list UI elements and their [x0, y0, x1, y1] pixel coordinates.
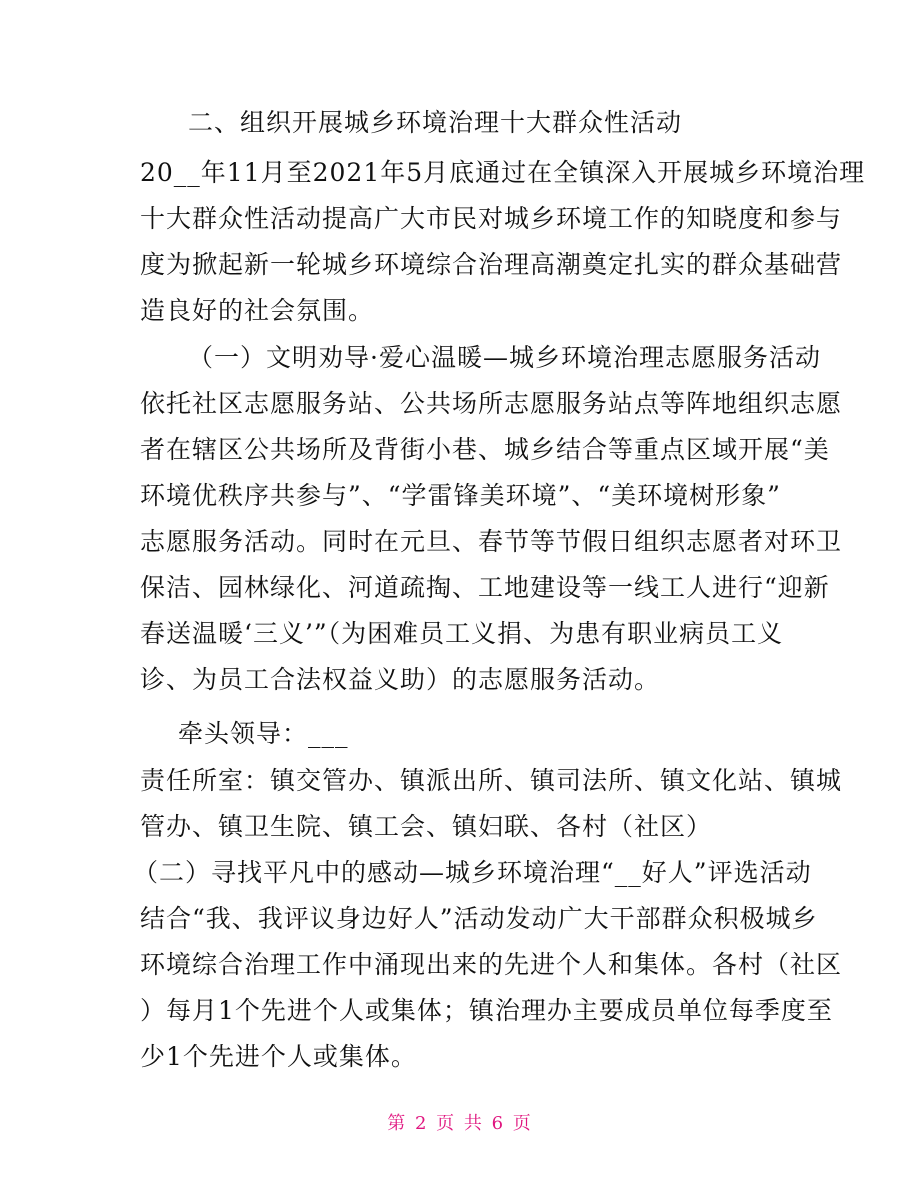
paragraph-line: 环境综合治理工作中涌现出来的先进个人和集体。各村（社区: [140, 950, 843, 979]
paragraph-line: 环境优秩序共参与”、“学雷锋美环境”、“美环境树形象”: [140, 481, 781, 510]
subsection-heading: （一）文明劝导·爱心温暖—城乡环境治理志愿服务活动: [188, 343, 821, 372]
responsible-units-line: 管办、镇卫生院、镇工会、镇妇联、各村（社区）: [140, 812, 713, 841]
lead-leader-line: 牵头领导：___: [178, 719, 349, 748]
subsection-heading: （二）寻找平凡中的感动—城乡环境治理“__好人”评选活动: [133, 858, 812, 887]
paragraph-line: 20__年11月至2021年5月底通过在全镇深入开展城乡环境治理: [140, 158, 866, 187]
paragraph-line: 度为掀起新一轮城乡环境综合治理高潮奠定扎实的群众基础营: [140, 250, 843, 279]
paragraph-line: 结合“我、我评议身边好人”活动发动广大干部群众积极城乡: [140, 904, 818, 933]
paragraph-line: 者在辖区公共场所及背街小巷、城乡结合等重点区域开展“美: [140, 435, 830, 464]
page-number-footer: 第 2 页 共 6 页: [387, 1113, 533, 1134]
paragraph-line: 依托社区志愿服务站、公共场所志愿服务站点等阵地组织志愿: [140, 389, 843, 418]
paragraph-line: 造良好的社会氛围。: [140, 296, 375, 325]
paragraph-line: 诊、为员工合法权益义助）的志愿服务活动。: [140, 665, 661, 694]
paragraph-line: 保洁、园林绿化、河道疏掏、工地建设等一线工人进行“迎新: [140, 573, 830, 602]
paragraph-line: 十大群众性活动提高广大市民对城乡环境工作的知晓度和参与: [140, 204, 843, 233]
responsible-units-line: 责任所室：镇交管办、镇派出所、镇司法所、镇文化站、镇城: [140, 766, 843, 795]
section-heading: 二、组织开展城乡环境治理十大群众性活动: [188, 108, 683, 137]
paragraph-line: 少1个先进个人或集体。: [140, 1042, 417, 1071]
paragraph-line: 春送温暖‘三义’”（为困难员工义捐、为患有职业病员工义: [140, 619, 784, 648]
paragraph-line: ）每月1个先进个人或集体；镇治理办主要成员单位每季度至: [140, 996, 833, 1025]
paragraph-line: 志愿服务活动。同时在元旦、春节等节假日组织志愿者对环卫: [140, 527, 843, 556]
